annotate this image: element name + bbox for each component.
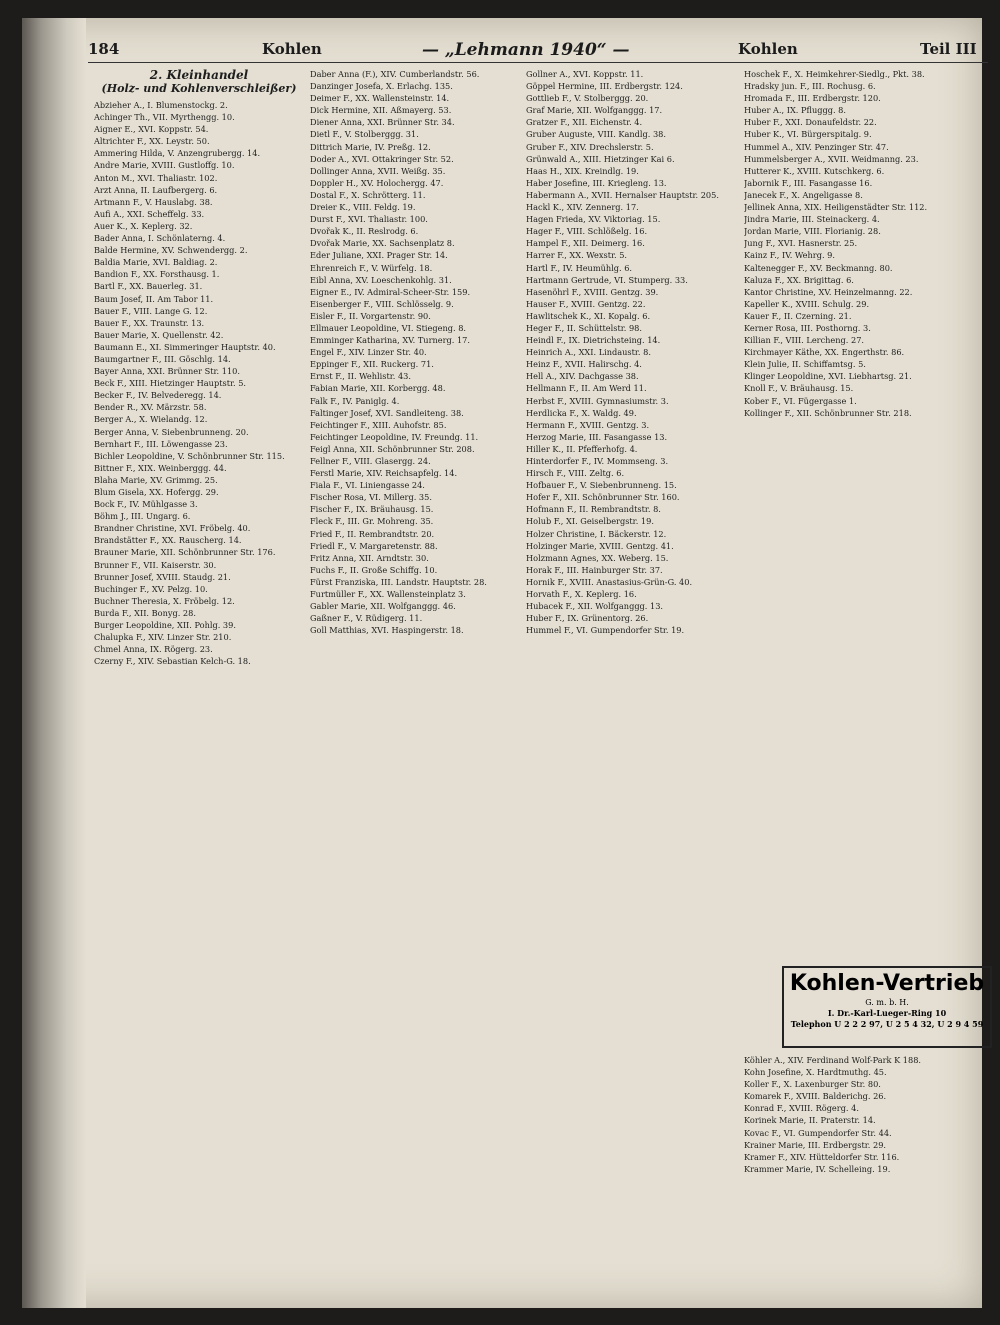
directory-entry: Dietl F., V. Stolberggg. 31. (310, 129, 419, 140)
directory-entry: Doppler H., XV. Holochergg. 47. (310, 177, 444, 188)
directory-entry: Bichler Leopoldine, V. Schönbrunner Str. 115. (94, 450, 285, 461)
directory-entry: Furtmüller F., XX. Wallensteinplatz 3. (310, 589, 466, 600)
directory-entry: Haber Josefine, III. Kriegleng. 13. (526, 177, 667, 188)
directory-entry: Falk F., IV. Paniglg. 4. (310, 395, 400, 406)
directory-entry: Gruber F., XIV. Drechslerstr. 5. (526, 141, 654, 152)
directory-entry: Holzinger Marie, XVIII. Gentzg. 41. (526, 540, 674, 551)
page-number: 184 (88, 40, 120, 58)
directory-entry: Kantor Christine, XV. Heinzelmanng. 22. (744, 286, 913, 297)
center-running-title: — „Lehmann 1940“ — (422, 40, 630, 60)
directory-entry: Fritz Anna, XII. Arndtstr. 30. (310, 552, 429, 563)
directory-entry: Deimer F., XX. Wallensteinstr. 14. (310, 93, 450, 104)
directory-entry: Hell A., XIV. Dachgasse 38. (526, 371, 639, 382)
directory-entry: Altrichter F., XX. Leystr. 50. (94, 136, 210, 147)
directory-entry: Krammer Marie, IV. Schelleing. 19. (744, 1163, 891, 1174)
directory-entry: Berger A., X. Wielandg. 12. (94, 414, 208, 425)
directory-entry: Danzinger Josefa, X. Erlachg. 135. (310, 81, 453, 92)
directory-entry: Eppinger F., XII. Ruckerg. 71. (310, 359, 434, 370)
directory-entry: Komarek F., XVIII. Balderichg. 26. (744, 1091, 887, 1102)
directory-entry: Hofbauer F., V. Siebenbrunneng. 15. (526, 480, 677, 491)
directory-entry: Dittrich Marie, IV. Preßg. 12. (310, 141, 431, 152)
directory-entry: Holub F., XI. Geiselbergstr. 19. (526, 516, 654, 527)
directory-entry: Eibl Anna, XV. Loeschenkohlg. 31. (310, 274, 452, 285)
directory-entry: Gaßner F., V. Rüdigerg. 11. (310, 613, 423, 624)
directory-entry: Hasenöhrl F., XVIII. Gentzg. 39. (526, 286, 659, 297)
column-2 (310, 68, 520, 636)
directory-entry: Jellinek Anna, XIX. Heiligenstädter Str. 112. (744, 202, 928, 213)
directory-entry: Hagen Frieda, XV. Viktoriag. 15. (526, 214, 661, 225)
directory-entry: Kramer F., XIV. Hütteldorfer Str. 116. (744, 1151, 900, 1162)
column-1 (94, 68, 304, 667)
directory-entry: Jindra Marie, III. Steinackerg. 4. (744, 214, 880, 225)
directory-entry: Bender R., XV. Märzstr. 58. (94, 402, 207, 413)
directory-entry: Hager F., VIII. Schlößelg. 16. (526, 226, 648, 237)
directory-entry: Kirchmayer Käthe, XX. Engerthstr. 86. (744, 347, 905, 358)
directory-entry: Jabornik F., III. Fasangasse 16. (744, 177, 873, 188)
directory-entry: Böhm J., III. Ungarg. 6. (94, 511, 191, 522)
directory-entry: Gollner A., XVI. Koppstr. 11. (526, 69, 644, 79)
directory-entry: Hinterdorfer F., IV. Mommseng. 3. (526, 456, 669, 466)
directory-entry: Huber F., XXI. Donaufeldstr. 22. (744, 117, 877, 128)
directory-entry: Bittner F., XIX. Weinberggg. 44. (94, 462, 227, 473)
directory-entry: Hornik F., XVIII. Anastasius-Grün-G. 40. (526, 576, 693, 587)
directory-entry: Krainer Marie, III. Erdbergstr. 29. (744, 1139, 887, 1150)
directory-entry: Hartmann Gertrude, VI. Stumperg. 33. (526, 274, 688, 285)
directory-entry: Göppel Hermine, III. Erdbergstr. 124. (526, 81, 683, 92)
directory-entry: Feichtinger F., XIII. Auhofstr. 85. (310, 419, 447, 430)
directory-entry: Arzt Anna, II. Laufbergerg. 6. (94, 184, 218, 195)
directory-entry: Kohn Josefine, X. Hardtmuthg. 45. (744, 1067, 887, 1078)
section-subtitle: (Holz- und Kohlenverschleißer) (101, 82, 297, 95)
directory-entry: Kauer F., II. Czerning. 21. (744, 310, 852, 321)
directory-entry: Dvořak K., II. Reslrodg. 6. (310, 226, 419, 237)
directory-entry: Grünwald A., XIII. Hietzinger Kai 6. (526, 153, 675, 164)
directory-entry: Hradsky jun. F., III. Rochusg. 6. (744, 81, 876, 92)
directory-entry: Baldia Marie, XVI. Baldiag. 2. (94, 257, 218, 268)
directory-entry: Diener Anna, XXI. Brünner Str. 34. (310, 117, 455, 128)
directory-entry: Aufi A., XXI. Scheffelg. 33. (94, 208, 205, 219)
directory-entry: Köhler A., XIV. Ferdinand Wolf-Park K 188. (744, 1055, 922, 1065)
directory-entry: Dostal F., X. Schrötterg. 11. (310, 189, 426, 200)
directory-entry: Hirsch F., VIII. Zeltg. 6. (526, 468, 625, 479)
directory-entry: Kainz F., IV. Wehrg. 9. (744, 250, 835, 261)
directory-page (22, 18, 985, 1308)
directory-entry: Eisenberger F., VIII. Schlösselg. 9. (310, 298, 454, 309)
directory-entry: Ernst F., II. Wehlistr. 43. (310, 371, 411, 382)
directory-entry: Aigner E., XVI. Koppstr. 54. (94, 124, 209, 135)
directory-entry: Kollinger F., XII. Schönbrunner Str. 218. (744, 407, 912, 418)
directory-entry: Artmann F., V. Hauslabg. 38. (94, 196, 213, 207)
directory-entry: Faltinger Josef, XVI. Sandleiteng. 38. (310, 407, 464, 418)
directory-entry: Hoschek F., X. Heimkehrer-Siedlg., Pkt. 38. (744, 69, 925, 79)
directory-entry: Fürst Franziska, III. Landstr. Hauptstr. 28. (310, 576, 487, 587)
left-running-title: Kohlen (262, 40, 322, 58)
directory-entry: Brandner Christine, XVI. Fröbelg. 40. (94, 523, 251, 534)
directory-entry: Gruber Auguste, VIII. Kandlg. 38. (526, 129, 666, 140)
directory-entry: Achinger Th., VII. Myrthengg. 10. (94, 112, 235, 123)
directory-entry: Gabler Marie, XII. Wolfganggg. 46. (310, 601, 456, 612)
directory-entry: Killian F., VIII. Lercheng. 27. (744, 335, 865, 346)
directory-entry: Heinz F., XVII. Halirschg. 4. (526, 359, 642, 370)
directory-entry: Kaltenegger F., XV. Beckmanng. 80. (744, 262, 893, 273)
directory-entry: Fleck F., III. Gr. Mohreng. 35. (310, 516, 434, 527)
book-binding-shadow (22, 18, 86, 1308)
directory-entry: Herdlicka F., X. Waldg. 49. (526, 407, 637, 418)
directory-entry: Engel F., XIV. Linzer Str. 40. (310, 347, 427, 358)
directory-entry: Abzieher A., I. Blumenstockg. 2. (94, 100, 228, 110)
directory-entry: Herzog Marie, III. Fasangasse 13. (526, 431, 668, 442)
directory-entry: Bernhart F., III. Löwengasse 23. (94, 438, 228, 449)
directory-entry: Goll Matthias, XVI. Haspingerstr. 18. (310, 625, 464, 636)
directory-entry: Dick Hermine, XII. Aßmayerg. 53. (310, 105, 452, 116)
ad-company-form: G. m. b. H. (865, 998, 909, 1007)
directory-entry: Kerner Rosa, III. Posthorng. 3. (744, 322, 871, 333)
directory-entry: Huber K., VI. Bürgerspitalg. 9. (744, 129, 872, 140)
directory-entry: Hiller K., II. Pfefferhofg. 4. (526, 443, 638, 454)
directory-entry: Gratzer F., XII. Eichenstr. 4. (526, 117, 643, 128)
directory-entry: Buchinger F., XV. Pelzg. 10. (94, 583, 208, 594)
part-label: Teil III (920, 40, 977, 58)
directory-entry: Chmel Anna, IX. Rögerg. 23. (94, 644, 213, 655)
directory-entry: Bartl F., XX. Bauerleg. 31. (94, 281, 203, 292)
directory-entry: Auer K., X. Keplerg. 32. (94, 220, 193, 231)
directory-entry: Kaluza F., XX. Brigittag. 6. (744, 274, 854, 285)
directory-entry: Daber Anna (F.), XIV. Cumberlandstr. 56. (310, 69, 480, 79)
directory-entry: Hermann F., XVIII. Gentzg. 3. (526, 419, 650, 430)
directory-entry: Bader Anna, I. Schönlaterng. 4. (94, 233, 226, 244)
directory-entry: Friedl F., V. Margaretenstr. 88. (310, 540, 438, 551)
directory-entry: Hutterer K., XVIII. Kutschkerg. 6. (744, 165, 885, 176)
directory-entry: Andre Marie, XVIII. Gustloffg. 10. (94, 160, 235, 171)
directory-entry: Feichtinger Leopoldine, IV. Freundg. 11. (310, 431, 479, 442)
ad-address: I. Dr.-Karl-Lueger-Ring 10 (827, 1008, 947, 1018)
directory-entry: Hummel A., XIV. Penzinger Str. 47. (744, 141, 889, 152)
directory-entry: Korinek Marie, II. Praterstr. 14. (744, 1115, 876, 1126)
directory-entry: Huber F., IX. Grünentorg. 26. (526, 613, 649, 624)
directory-entry: Horvath F., X. Keplerg. 16. (526, 589, 637, 600)
directory-entry: Baumgartner F., III. Göschlg. 14. (94, 353, 231, 364)
directory-entry: Eisler F., II. Vorgartenstr. 90. (310, 310, 431, 321)
directory-entry: Ammering Hilda, V. Anzengrubergg. 14. (94, 148, 261, 159)
directory-entry: Fiala F., VI. Liniengasse 24. (310, 480, 425, 491)
directory-entry: Holzmann Agnes, XX. Weberg. 15. (526, 552, 669, 563)
column-4-continued (744, 1054, 954, 1175)
directory-entry: Kober F., VI. Fügergasse 1. (744, 395, 857, 406)
directory-entry: Doder A., XVI. Ottakringer Str. 52. (310, 153, 454, 164)
column-4 (744, 68, 954, 419)
directory-entry: Ferstl Marie, XIV. Reichsapfelg. 14. (310, 468, 458, 479)
directory-entry: Heindl F., IX. Dietrichsteing. 14. (526, 335, 661, 346)
directory-entry: Jordan Marie, VIII. Florianig. 28. (744, 226, 881, 237)
directory-entry: Habermann A., XVII. Hernalser Hauptstr. 205. (526, 189, 719, 200)
directory-entry: Beck F., XIII. Hietzinger Hauptstr. 5. (94, 378, 247, 389)
directory-entry: Hummelsberger A., XVII. Weidmanng. 23. (744, 153, 919, 164)
directory-entry: Dreier K., VIII. Feldg. 19. (310, 202, 416, 213)
directory-entry: Klinger Leopoldine, XVI. Liebhartsg. 21. (744, 371, 912, 382)
directory-entry: Hawlitschek K., XI. Kopalg. 6. (526, 310, 651, 321)
directory-entry: Bauer Marie, X. Quellenstr. 42. (94, 329, 224, 340)
directory-entry: Harrer F., XX. Wexstr. 5. (526, 250, 628, 261)
directory-entry: Brunner Josef, XVIII. Staudg. 21. (94, 571, 231, 582)
directory-entry: Ehrenreich F., V. Würfelg. 18. (310, 262, 433, 273)
directory-entry: Berger Anna, V. Siebenbrunneng. 20. (94, 426, 249, 437)
directory-entry: Kovac F., VI. Gumpendorfer Str. 44. (744, 1127, 892, 1138)
directory-entry: Burda F., XII. Bonyg. 28. (94, 607, 196, 618)
directory-entry: Durst F., XVI. Thaliastr. 100. (310, 214, 428, 225)
directory-entry: Hofer F., XII. Schönbrunner Str. 160. (526, 492, 680, 503)
right-running-title: Kohlen (738, 40, 798, 58)
directory-entry: Koller F., X. Laxenburger Str. 80. (744, 1079, 881, 1090)
directory-entry: Hofmann F., II. Rembrandtstr. 8. (526, 504, 661, 515)
directory-entry: Heger F., II. Schüttelstr. 98. (526, 322, 642, 333)
header-rule (88, 62, 988, 63)
directory-entry: Bandion F., XX. Forsthausg. 1. (94, 269, 220, 280)
directory-entry: Graf Marie, XII. Wolfganggg. 17. (526, 105, 663, 116)
directory-entry: Anton M., XVI. Thaliastr. 102. (94, 172, 218, 183)
directory-entry: Fischer Rosa, VI. Millerg. 35. (310, 492, 432, 503)
directory-entry: Eigner E., IV. Admiral-Scheer-Str. 159. (310, 286, 471, 297)
directory-entry: Klein Julie, II. Schiffamtsg. 5. (744, 359, 866, 370)
directory-entry: Becker F., IV. Belvederegg. 14. (94, 390, 222, 401)
directory-entry: Hackl K., XIV. Zennerg. 17. (526, 202, 639, 213)
directory-entry: Balde Hermine, XV. Schwendergg. 2. (94, 245, 248, 256)
directory-entry: Hummel F., VI. Gumpendorfer Str. 19. (526, 625, 685, 636)
directory-entry: Chalupka F., XIV. Linzer Str. 210. (94, 632, 232, 643)
directory-entry: Hellmann F., II. Am Werd 11. (526, 383, 647, 394)
ad-company-name: Kohlen-Vertrieb (789, 971, 985, 996)
directory-entry: Fellner F., VIII. Glasergg. 24. (310, 456, 431, 466)
directory-entry: Brunner F., VII. Kaiserstr. 30. (94, 559, 217, 570)
directory-entry: Dollinger Anna, XVII. Weißg. 35. (310, 165, 446, 176)
directory-entry: Fried F., II. Rembrandtstr. 20. (310, 528, 435, 539)
directory-entry: Haas H., XIX. Kreindlg. 19. (526, 165, 639, 176)
advertisement-box (782, 966, 992, 1048)
directory-entry: Heinrich A., XXI. Lindaustr. 8. (526, 347, 651, 358)
directory-entry: Herbst F., XVIII. Gymnasiumstr. 3. (526, 395, 669, 406)
directory-entry: Burger Leopoldine, XII. Pohlg. 39. (94, 620, 236, 631)
directory-entry: Brandstätter F., XX. Rauscherg. 14. (94, 535, 242, 546)
directory-entry: Bauer F., VIII. Lange G. 12. (94, 305, 208, 316)
directory-entry: Hartl F., IV. Heumühlg. 6. (526, 262, 633, 273)
directory-entry: Bayer Anna, XXI. Brünner Str. 110. (94, 366, 240, 377)
directory-entry: Horak F., III. Hainburger Str. 37. (526, 564, 663, 575)
directory-entry: Fabian Marie, XII. Korbergg. 48. (310, 383, 446, 394)
directory-entry: Konrad F., XVIII. Rögerg. 4. (744, 1103, 859, 1114)
directory-entry: Dvořak Marie, XX. Sachsenplatz 8. (310, 238, 455, 249)
directory-entry: Hubacek F., XII. Wolfganggg. 13. (526, 601, 664, 612)
directory-entry: Knoll F., V. Bräuhausg. 15. (744, 383, 854, 394)
directory-entry: Janecek F., X. Angeligasse 8. (744, 189, 863, 200)
directory-entry: Czerny F., XIV. Sebastian Kelch-G. 18. (94, 656, 251, 667)
directory-entry: Brauner Marie, XII. Schönbrunner Str. 176. (94, 547, 276, 558)
directory-entry: Eder Juliane, XXI. Prager Str. 14. (310, 250, 448, 261)
directory-entry: Kapeller K., XVIII. Schulg. 29. (744, 298, 870, 309)
directory-entry: Bauer F., XX. Traunstr. 13. (94, 317, 205, 328)
directory-entry: Fischer F., IX. Bräuhausg. 15. (310, 504, 434, 515)
ad-phone: Telephon U 2 2 2 97, U 2 5 4 32, U 2 9 4 59 (790, 1019, 984, 1029)
directory-entry: Feigl Anna, XII. Schönbrunner Str. 208. (310, 443, 475, 454)
directory-entry: Jung F., XVI. Hasnerstr. 25. (744, 238, 858, 249)
directory-entry: Hauser F., XVIII. Gentzg. 22. (526, 298, 646, 309)
directory-entry: Ellmauer Leopoldine, VI. Stiegeng. 8. (310, 322, 467, 333)
directory-entry: Hampel F., XII. Deimerg. 16. (526, 238, 645, 249)
directory-entry: Hromada F., III. Erdbergstr. 120. (744, 93, 881, 104)
directory-entry: Baum Josef, II. Am Tabor 11. (94, 293, 214, 304)
directory-entry: Fuchs F., II. Große Schiffg. 10. (310, 564, 438, 575)
directory-entry: Blaha Marie, XV. Grimmg. 25. (94, 474, 218, 485)
section-title: 2. Kleinhandel (149, 68, 249, 82)
directory-entry: Buchner Theresia, X. Fröbelg. 12. (94, 595, 235, 606)
directory-entry: Emminger Katharina, XV. Turnerg. 17. (310, 335, 470, 346)
directory-entry: Bock F., IV. Mühlgasse 3. (94, 499, 198, 510)
directory-entry: Gottlieb F., V. Stolberggg. 20. (526, 93, 649, 104)
directory-entry: Baumann E., XI. Simmeringer Hauptstr. 40. (94, 341, 276, 352)
directory-entry: Blum Gisela, XX. Hofergg. 29. (94, 487, 219, 497)
directory-entry: Huber A., IX. Pfluggg. 8. (744, 105, 846, 116)
directory-entry: Holzer Christine, I. Bäckerstr. 12. (526, 528, 667, 539)
column-3 (526, 68, 736, 636)
